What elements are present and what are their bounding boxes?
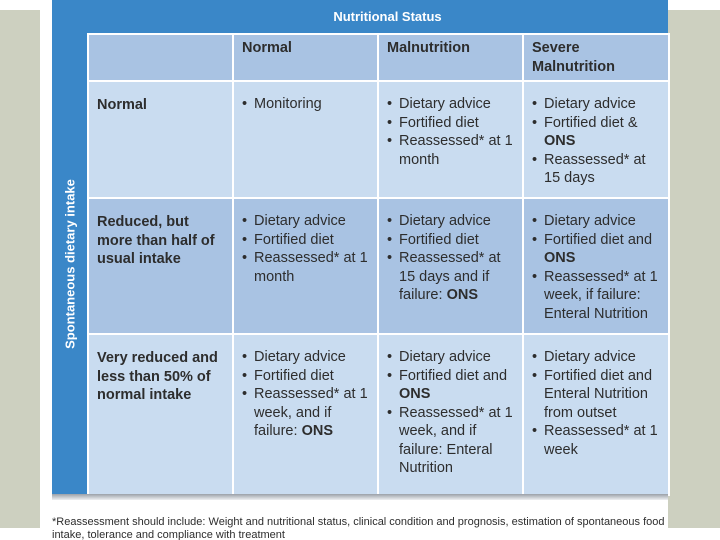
table-row [88, 81, 669, 198]
list-item: • Reassessed* at 1 week [532, 422, 662, 459]
table-cell [523, 81, 669, 198]
table-cell [378, 198, 523, 334]
bullet-list [532, 95, 662, 188]
column-header-normal: Normal [233, 34, 378, 81]
list-item: • Reassessed* at 15 days [532, 151, 662, 188]
list-item: • Fortified diet and Enteral Nutrition from outset [532, 367, 662, 423]
table-cell [233, 198, 378, 334]
table-title [87, 0, 668, 33]
row-header-normal: Normal [88, 81, 233, 198]
table-cell [523, 334, 669, 495]
table-title-text: Nutritional Status [333, 9, 442, 24]
list-item: • Reassessed* at 1 month [242, 249, 371, 286]
list-item: • Dietary advice [387, 95, 516, 114]
table-row [88, 198, 669, 334]
bullet-list [242, 348, 371, 441]
list-item: • Fortified diet and ONS [387, 367, 516, 404]
nutrition-grid [87, 33, 670, 496]
list-item: • Reassessed* at 15 days and if failure: ONS [387, 249, 516, 305]
column-header-malnutrition: Malnutrition [378, 34, 523, 81]
table-cell [378, 81, 523, 198]
list-item: • Dietary advice [532, 348, 662, 367]
row-header-very-reduced: Very reduced and less than 50% of normal intake [88, 334, 233, 495]
frame-bottom-shadow [52, 494, 668, 500]
list-item: • Dietary advice [387, 212, 516, 231]
bullet-list [387, 95, 516, 169]
table-cell [233, 334, 378, 495]
bullet-list [532, 348, 662, 459]
row-header-reduced: Reduced, but more than half of usual intake [88, 198, 233, 334]
bullet-list [387, 212, 516, 305]
left-backdrop-panel [0, 10, 40, 528]
list-item: • Reassessed* at 1 week, if failure: Enteral Nutrition [532, 268, 662, 324]
list-item: • Monitoring [242, 95, 371, 114]
header-row [88, 34, 669, 81]
list-item: • Reassessed* at 1 month [387, 132, 516, 169]
list-item: • Fortified diet [387, 114, 516, 133]
list-item: • Dietary advice [242, 348, 371, 367]
row-axis-label-text: Spontaneous dietary intake [62, 178, 77, 349]
table-cell [233, 81, 378, 198]
bullet-list [532, 212, 662, 323]
footnote: *Reassessment should include: Weight and nutritional status, clinical condition and prognosis, estimation of spontaneous food intake, tolerance and compliance with treatment [52, 516, 665, 540]
header-corner-cell [88, 34, 233, 81]
list-item: • Dietary advice [242, 212, 371, 231]
list-item: • Dietary advice [387, 348, 516, 367]
bullet-list [387, 348, 516, 478]
column-header-severe-malnutrition: Severe Malnutrition [523, 34, 669, 81]
nutrition-table-frame [52, 0, 668, 497]
table-row [88, 334, 669, 495]
list-item: • Fortified diet & ONS [532, 114, 662, 151]
table-cell [523, 198, 669, 334]
right-backdrop-panel [668, 10, 720, 528]
bullet-list [242, 95, 371, 114]
bullet-list [242, 212, 371, 286]
list-item: • Fortified diet and ONS [532, 231, 662, 268]
list-item: • Fortified diet [242, 367, 371, 386]
list-item: • Dietary advice [532, 212, 662, 231]
list-item: • Fortified diet [242, 231, 371, 250]
list-item: • Reassessed* at 1 week, and if failure: Enteral Nutrition [387, 404, 516, 478]
row-axis-label [52, 33, 87, 494]
list-item: • Fortified diet [387, 231, 516, 250]
table-cell [378, 334, 523, 495]
list-item: • Dietary advice [532, 95, 662, 114]
list-item: • Reassessed* at 1 week, and if failure: ONS [242, 385, 371, 441]
